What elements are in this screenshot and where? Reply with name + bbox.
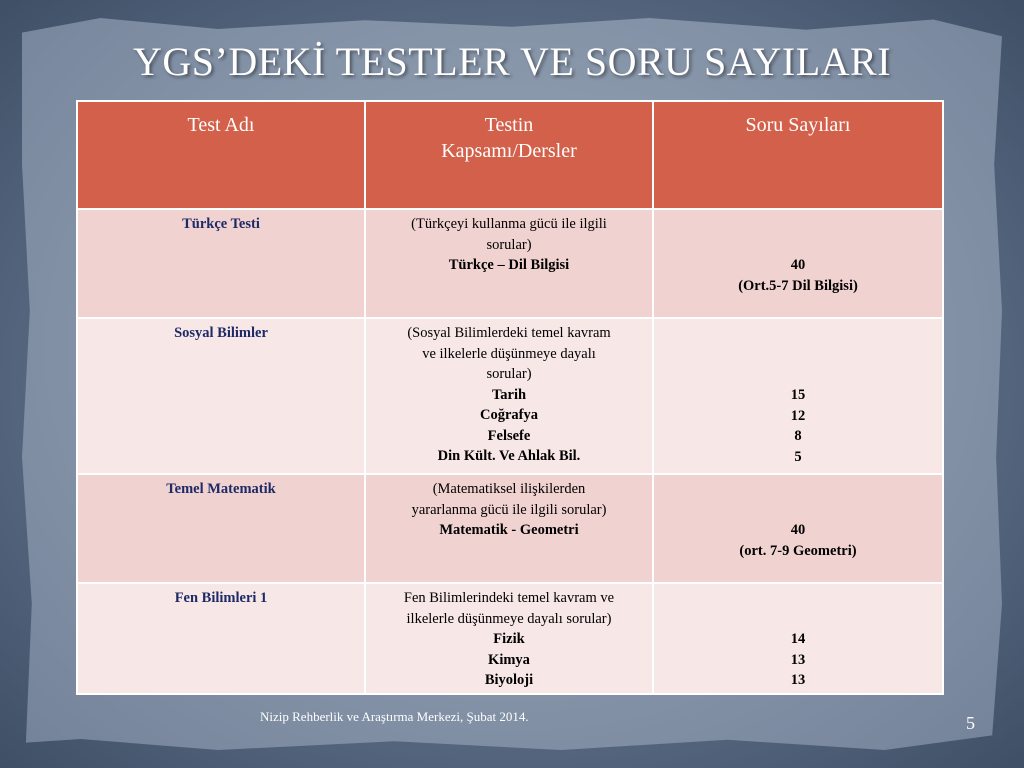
scope-cell [365, 209, 653, 318]
question-note: (Ort.5-7 Dil Bilgisi) [738, 277, 858, 294]
header-test-name: Test Adı [77, 101, 365, 209]
test-name-cell [77, 318, 365, 474]
subject-name: Türkçe – Dil Bilgisi [448, 257, 570, 273]
footer-text: Nizip Rehberlik ve Araştırma Merkezi, Şubat 2014. [260, 709, 529, 724]
count-cell [653, 318, 943, 474]
scope-cell [365, 583, 653, 694]
scope-desc-line: yararlanma gücü ile ilgili sorular) [411, 501, 607, 518]
question-count: 13 [790, 651, 806, 668]
test-name: Temel Matematik [166, 481, 276, 497]
count-cell [653, 474, 943, 583]
scope-desc-line: (Sosyal Bilimlerdeki temel kavram [407, 325, 611, 341]
count-cell [653, 209, 943, 318]
subject-name: Fizik [493, 631, 525, 647]
subject-name: Matematik - Geometri [439, 522, 579, 538]
subject-name: Din Kült. Ve Ahlak Bil. [437, 448, 581, 464]
subject-name: Biyoloji [484, 672, 534, 688]
scope-desc-line: sorular) [486, 236, 532, 253]
subject-name: Coğrafya [480, 407, 538, 423]
question-count: 15 [790, 387, 806, 403]
test-table [76, 100, 944, 695]
scope-desc-line: ve ilkelerle düşünmeye dayalı [422, 345, 596, 362]
question-count: 14 [790, 631, 806, 647]
scope-desc-line: sorular) [486, 366, 532, 382]
scope-cell [365, 318, 653, 474]
count-cell [653, 583, 943, 694]
scope-desc-line: (Matematiksel ilişkilerden [432, 481, 586, 497]
test-name: Sosyal Bilimler [174, 325, 268, 341]
scope-desc-line: (Türkçeyi kullanma gücü ile ilgili [411, 216, 607, 232]
subject-name: Felsefe [487, 427, 531, 444]
scope-desc-line: ilkelerle düşünmeye dayalı sorular) [406, 610, 612, 627]
question-count: 40 [790, 522, 806, 538]
table-header-row [77, 101, 943, 209]
question-count: 5 [794, 448, 802, 465]
test-name: Fen Bilimleri 1 [174, 590, 268, 606]
test-name-cell [77, 474, 365, 583]
page-number: 5 [966, 713, 975, 733]
table-row [77, 583, 943, 694]
question-count: 13 [790, 672, 806, 688]
test-name: Türkçe Testi [182, 216, 260, 232]
question-count: 8 [794, 428, 802, 444]
table-row [77, 474, 943, 583]
table-row [77, 209, 943, 318]
subject-name: Tarih [491, 386, 527, 403]
test-name-cell [77, 583, 365, 694]
subject-name: Kimya [488, 651, 530, 668]
header-scope [365, 101, 653, 209]
test-name-cell [77, 209, 365, 318]
question-count: 40 [790, 257, 806, 273]
header-question-count: Soru Sayıları [653, 101, 943, 209]
question-count: 12 [790, 407, 806, 424]
scope-cell [365, 474, 653, 583]
table-row [77, 318, 943, 474]
slide-title: YGS’DEKİ TESTLER VE SORU SAYILARI [132, 39, 892, 84]
question-note: (ort. 7-9 Geometri) [739, 542, 857, 559]
scope-desc-line: Fen Bilimlerindeki temel kavram ve [403, 590, 615, 606]
header-scope-text: Testin Kapsamı/Dersler [441, 114, 577, 162]
